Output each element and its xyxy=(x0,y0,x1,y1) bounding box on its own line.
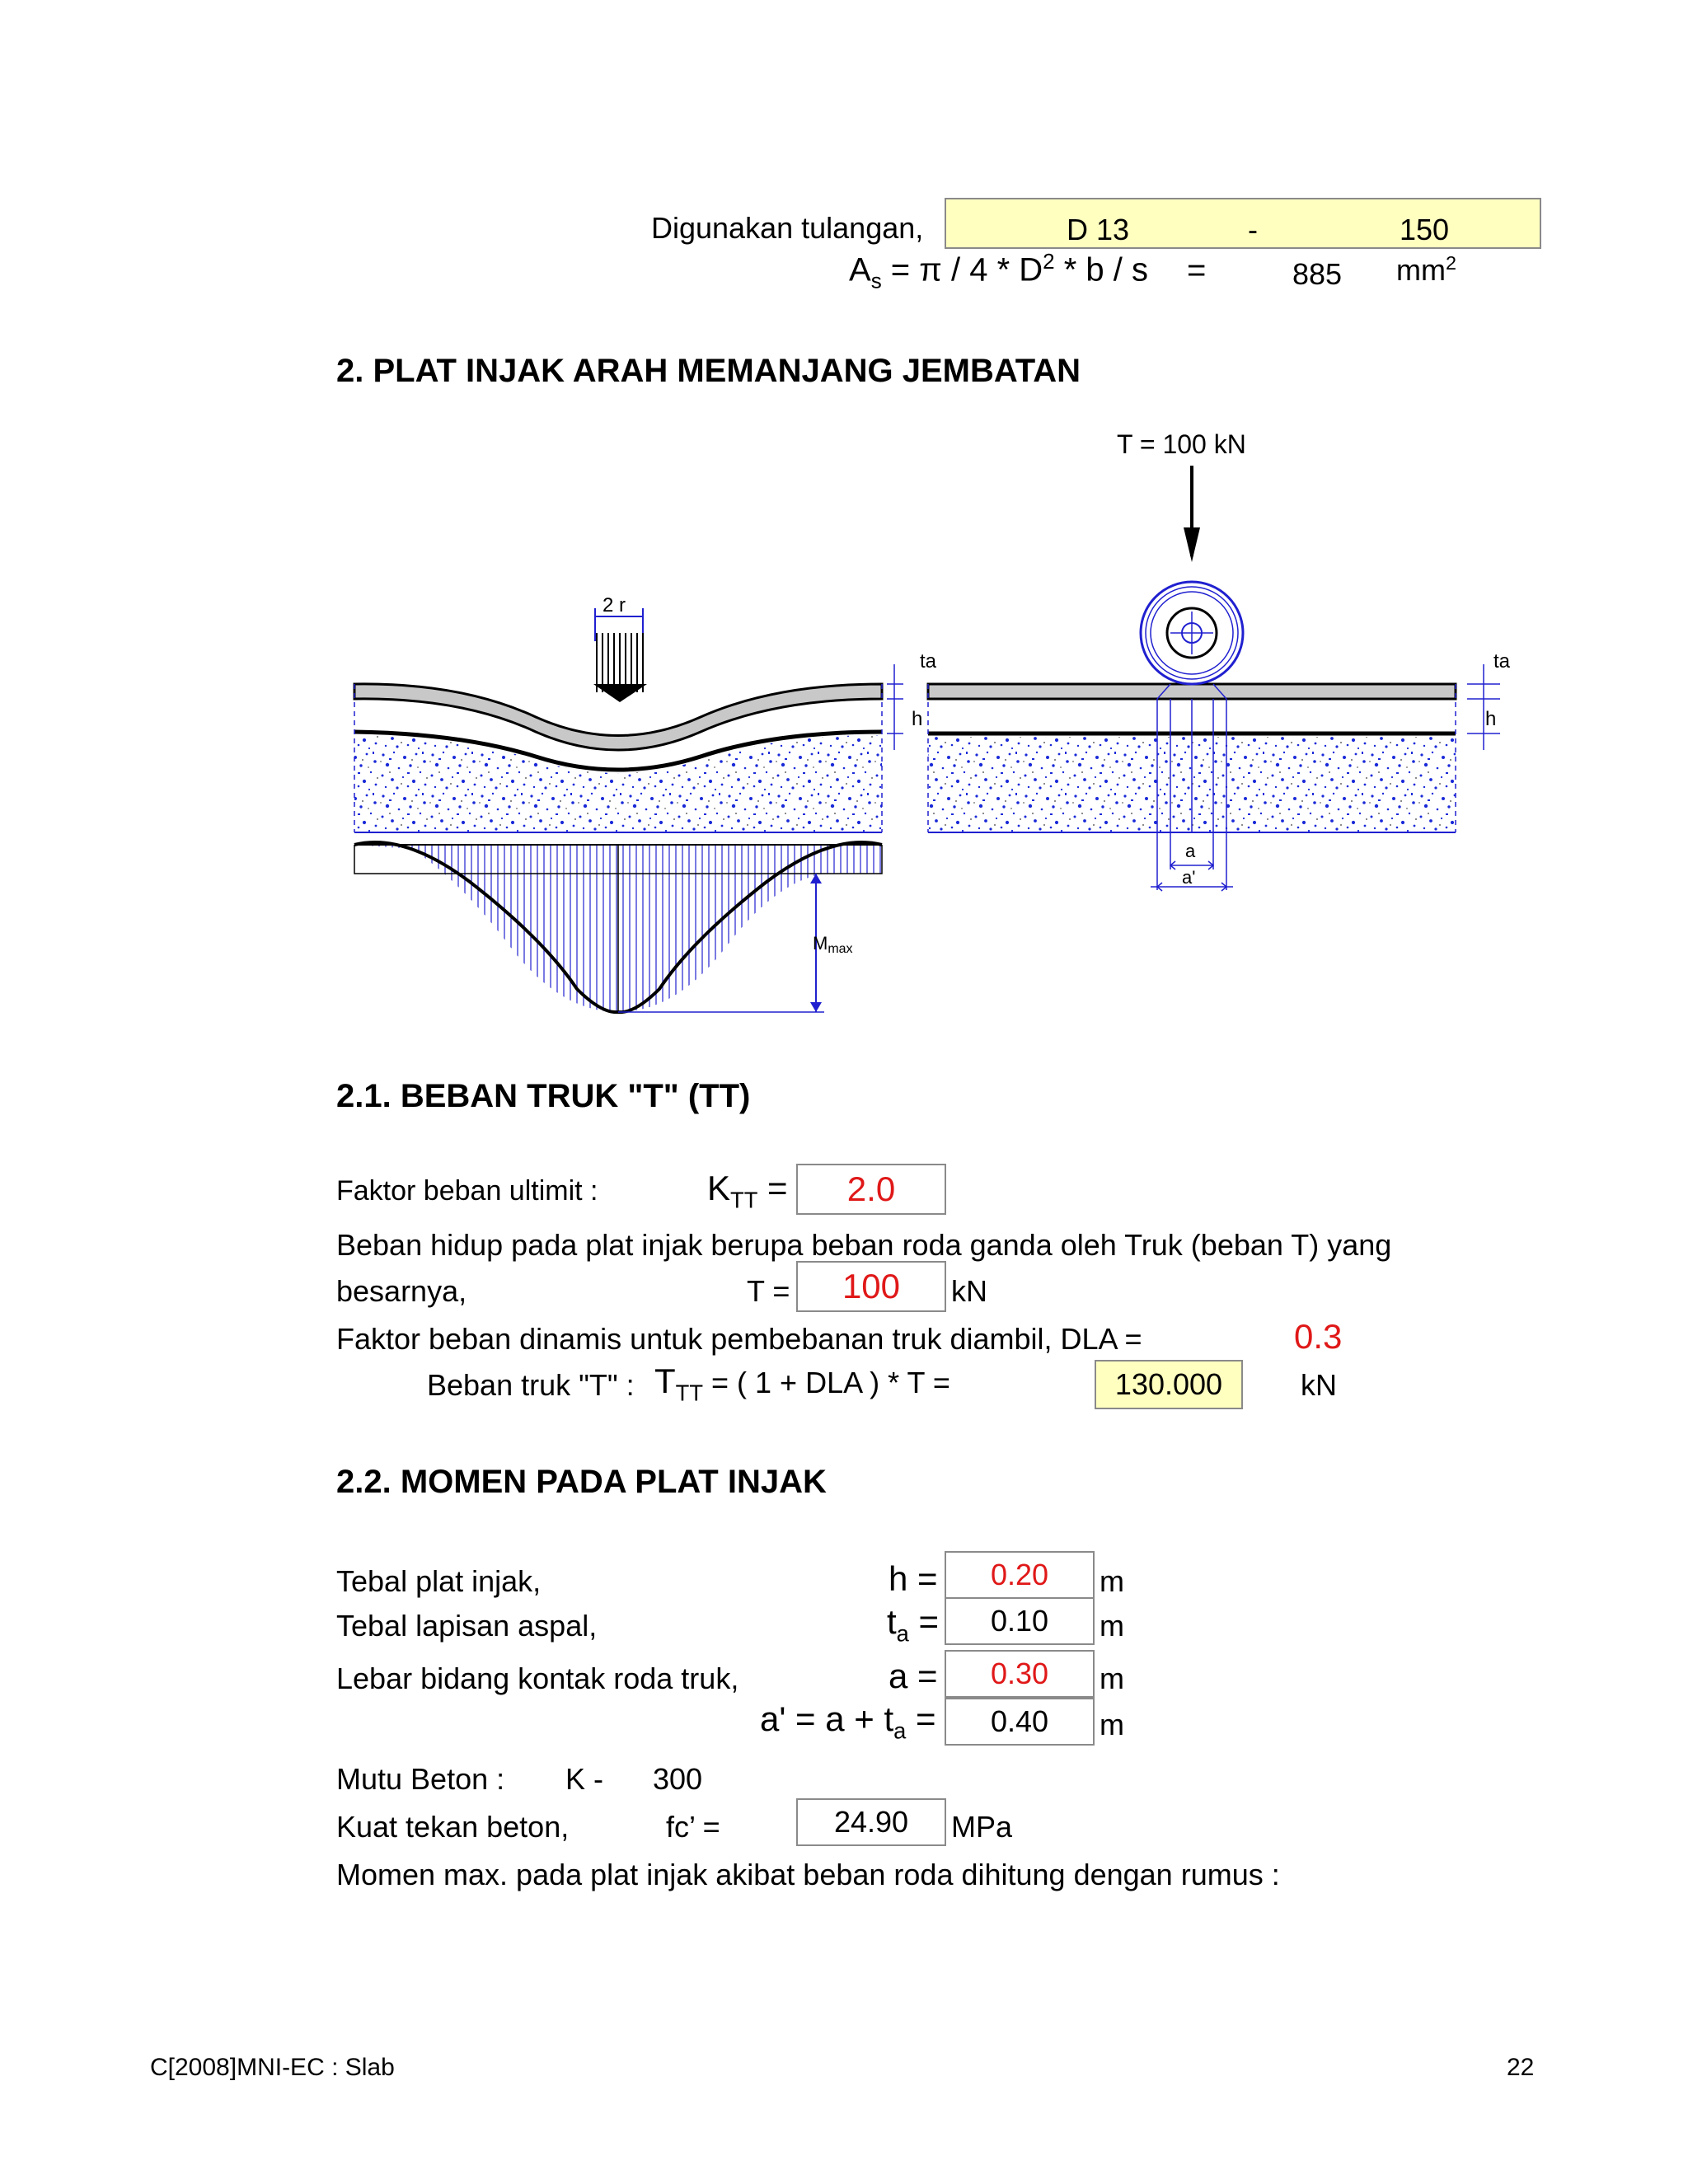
row-h-value: 0.20 xyxy=(990,1558,1049,1591)
moment-diagram xyxy=(354,842,882,1012)
mutu-label: Mutu Beton : xyxy=(336,1762,505,1796)
label-ta-left: ta xyxy=(920,650,937,673)
bar-size: D 13 xyxy=(1067,213,1130,246)
label-ta-right: ta xyxy=(1493,650,1511,673)
row-h-symbol: h = xyxy=(889,1559,938,1598)
right-dimensions xyxy=(1467,664,1500,750)
distributed-load xyxy=(593,608,647,702)
fc-value: 24.90 xyxy=(833,1805,909,1839)
faktor-label: Faktor beban ultimit : xyxy=(336,1175,598,1207)
row-ap-box[interactable] xyxy=(945,1698,1095,1746)
ktt-symbol: $K_{TT}$ = xyxy=(707,1169,788,1213)
slab-diagram xyxy=(330,420,1533,1022)
section-21-title: 2.1. BEBAN TRUK "T" (TT) xyxy=(336,1078,751,1114)
row-a-symbol: a = xyxy=(889,1657,938,1695)
label-h-left: h xyxy=(912,708,923,730)
desc-line-1: Beban hidup pada plat injak berupa beban roda ganda oleh Truk (beban T) yang xyxy=(336,1228,1392,1262)
t-value-box[interactable] xyxy=(796,1261,946,1312)
mutu-k: K - xyxy=(565,1762,604,1796)
row-a-box[interactable] xyxy=(945,1650,1095,1698)
as-equals: = xyxy=(1187,252,1207,288)
mutu-value: 300 xyxy=(653,1762,703,1796)
beban-label: Beban truk "T" : xyxy=(427,1368,635,1402)
ktt-value: 2.0 xyxy=(846,1169,896,1208)
row-ap-value: 0.40 xyxy=(990,1704,1049,1738)
t-unit: kN xyxy=(951,1274,987,1308)
label-2r: 2 r xyxy=(603,594,626,616)
section-22-title: 2.2. MOMEN PADA PLAT INJAK xyxy=(336,1464,827,1500)
fc-label: Kuat tekan beton, xyxy=(336,1810,570,1844)
row-ta-symbol: $t_a$ = xyxy=(887,1602,940,1647)
row-h-label: Tebal plat injak, xyxy=(336,1564,542,1598)
row-ta-box[interactable] xyxy=(945,1597,1095,1645)
ttt-value: 130.000 xyxy=(1114,1367,1223,1401)
wheel-icon xyxy=(1141,582,1243,684)
footer-left: C[2008]MNI-EC : Slab xyxy=(150,2054,395,2081)
ktt-value-box[interactable] xyxy=(796,1164,946,1215)
row-a-value: 0.30 xyxy=(990,1657,1049,1690)
row-ap-symbol: $a' = a + t_a$ = xyxy=(760,1699,936,1744)
fc-symbol: fc’ = xyxy=(666,1810,720,1844)
row-h-unit: m xyxy=(1100,1564,1124,1598)
t-equals: T = xyxy=(747,1274,790,1308)
ttt-formula: $T_{TT}$ = ( 1 + DLA ) * T = xyxy=(654,1361,950,1406)
t-value: 100 xyxy=(842,1267,901,1305)
dla-value: 0.3 xyxy=(1294,1317,1343,1356)
left-slab xyxy=(354,684,882,832)
row-ap-unit: m xyxy=(1100,1708,1124,1741)
label-h-right: h xyxy=(1485,708,1497,730)
bar-spacing: 150 xyxy=(1400,213,1450,246)
label-a-prime: a' xyxy=(1182,867,1196,888)
reinforcement-box[interactable] xyxy=(945,198,1541,249)
ttt-value-box[interactable] xyxy=(1095,1360,1243,1409)
page-number: 22 xyxy=(1507,2054,1535,2081)
load-label: T = 100 kN xyxy=(1117,429,1246,459)
dla-label: Faktor beban dinamis untuk pembebanan truk diambil, DLA = xyxy=(336,1322,1142,1356)
as-formula: $A_s = \pi / 4 * D^2 * b / s$ xyxy=(849,249,1148,293)
desc-line-2: besarnya, xyxy=(336,1274,467,1308)
row-a-unit: m xyxy=(1100,1661,1124,1695)
row-ta-label: Tebal lapisan aspal, xyxy=(336,1609,598,1643)
row-a-label: Lebar bidang kontak roda truk, xyxy=(336,1661,739,1695)
row-ta-value: 0.10 xyxy=(990,1604,1049,1638)
label-a: a xyxy=(1185,841,1196,861)
as-unit: $mm^2$ xyxy=(1396,252,1456,287)
left-dimensions xyxy=(887,664,903,750)
label-mmax: Mmax xyxy=(813,933,853,956)
section-2-title: 2. PLAT INJAK ARAH MEMANJANG JEMBATAN xyxy=(336,353,1081,389)
row-h-box[interactable] xyxy=(945,1551,1095,1599)
fc-box[interactable] xyxy=(796,1798,946,1846)
row-ta-unit: m xyxy=(1100,1609,1124,1643)
momen-text: Momen max. pada plat injak akibat beban roda dihitung dengan rumus : xyxy=(336,1858,1280,1891)
reinforcement-label: Digunakan tulangan, xyxy=(651,211,924,245)
ttt-unit: kN xyxy=(1301,1368,1337,1402)
dash: - xyxy=(1248,213,1258,246)
fc-unit: MPa xyxy=(951,1810,1013,1844)
as-value: 885 xyxy=(1292,257,1343,291)
